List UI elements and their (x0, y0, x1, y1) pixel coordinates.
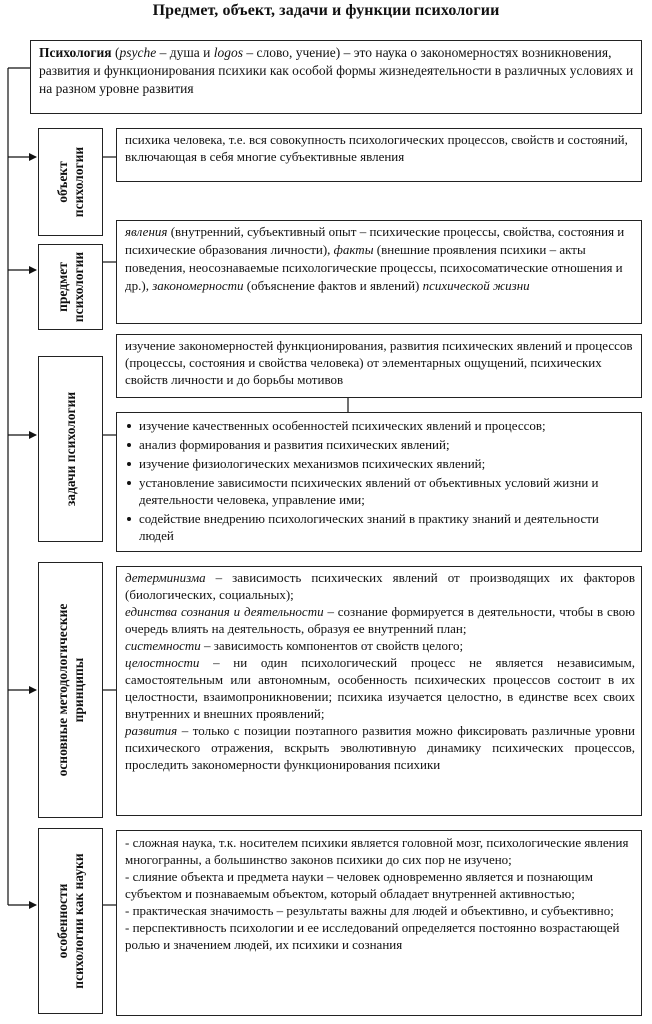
tasks-main-text: изучение закономерностей функционирования, развития психических явлений и процессов (процессы, состояния и свойства человека) от элементарных ощущений, психических свойств личности и до борьбы мотивов (125, 338, 633, 387)
principle-item (125, 569, 635, 603)
principle-item (125, 603, 635, 637)
subject-label (38, 244, 103, 330)
definition-logos: logos (213, 45, 243, 60)
principle-term: развития (125, 723, 178, 738)
object-text: психика человека, т.е. вся совокупность психологических процессов, свойств и состояний, включающая в себя многие субъективные явления (125, 132, 628, 164)
list-item: изучение физиологических механизмов психических явлений; (125, 455, 635, 472)
features-label-line1: особенности (54, 883, 70, 959)
subject-term-facts: факты (333, 242, 374, 257)
principles-label (38, 562, 103, 818)
tasks-label (38, 356, 103, 542)
list-item: изучение качественных особенностей психических явлений и процессов; (125, 417, 635, 434)
object-box (116, 128, 642, 182)
subject-term-psychic-life: психической жизни (422, 278, 530, 293)
list-item: - слияние объекта и предмета науки – человек одновременно является и познающим субъектом и познаваемым объектом, который обладает внутренней активностью; (125, 869, 593, 901)
principles-label-line1: основные методологические (54, 603, 70, 777)
tasks-main-box (116, 334, 642, 398)
subject-text: (внутренний, субъективный опыт – психические процессы, свойства, состояния и психические образования личности), (125, 224, 625, 257)
definition-term: Психология (39, 45, 112, 60)
list-item: анализ формирования и развития психических явлений; (125, 436, 635, 453)
tasks-list (117, 413, 641, 544)
subject-label-line2: психологии (70, 251, 86, 323)
principle-text: – зависимость психических явлений от производящих их факторов (биологических, социальных); (125, 570, 635, 602)
page-title: Предмет, объект, задачи и функции психологии (152, 2, 500, 19)
principle-term: детерминизма (125, 570, 206, 585)
list-item: - перспективность психологии и ее исследований определяется постоянно возрастающей ролью и значением людей, их психики и сознания (125, 920, 620, 952)
principle-text: – сознание формируется в деятельности, чтобы в свою очередь влиять на деятельность, образуя ее внутренний план; (125, 604, 635, 636)
list-item: содействие внедрению психологических знаний в практику знаний и деятельности людей (125, 510, 635, 544)
list-item: установление зависимости психических явлений от объективных условий жизни и деятельности человека, управление ими; (125, 474, 635, 508)
subject-text: (объяснение фактов и явлений) (243, 278, 423, 293)
psychology-definition (30, 40, 642, 114)
principle-text: – ни один психологический процесс не является независимым, самостоятельным или автономным, особенность психических процессов состоит в их целостности, взаимопроникновении; психика изучается целостно, в единстве всех своих внутренних и внешних проявлений; (125, 655, 635, 721)
list-item: - практическая значимость – результаты важны для людей и объективно, и субъективно; (125, 903, 614, 918)
principles-label-line2: принципы (70, 657, 86, 723)
features-label-line2: психологии как науки (70, 853, 86, 989)
principle-term: системности (125, 638, 201, 653)
features-box (116, 830, 642, 1016)
principle-item (125, 722, 635, 773)
object-label (38, 128, 103, 236)
principle-term: целостности (125, 655, 200, 670)
features-label (38, 828, 103, 1014)
principles-box (116, 566, 642, 816)
principle-item (125, 654, 635, 722)
principle-text: – только с позиции поэтапного развития можно фиксировать различные уровни психического отражения, вскрыть эволютивную динамику психических процессов, проследить закономерности функционирования психики (125, 723, 635, 772)
subject-label-line1: предмет (54, 262, 70, 312)
tasks-label-text: задачи психологии (62, 391, 78, 507)
object-label-line2: психологии (70, 146, 86, 218)
list-item: - сложная наука, т.к. носителем психики является головной мозг, психологические явления многогранны, а большинство законов психики до сих пор не изучено; (125, 835, 629, 867)
definition-text: – душа и (156, 45, 214, 60)
subject-term-phenomena: явления (125, 224, 168, 239)
principle-item (125, 637, 635, 654)
definition-psyche: psyche (119, 45, 157, 60)
principle-text: – зависимость компонентов от свойств целого; (200, 638, 464, 653)
tasks-list-box (116, 412, 642, 552)
definition-text: ( (111, 45, 120, 60)
subject-term-laws: закономерности (152, 278, 244, 293)
subject-box (116, 220, 642, 324)
definition-text: – слово, учение) – это наука о закономерностях возникновения, развития и функционирования психики как особой формы жизнедеятельности в различных условиях и на разном уровне развития (39, 45, 634, 96)
subject-text: (внешние проявления психики – акты поведения, неосознаваемые психологические процессы, психосоматические отношения и др.), (125, 242, 623, 293)
principle-term: единства сознания и деятельности (125, 604, 324, 619)
object-label-line1: объект (54, 161, 70, 203)
